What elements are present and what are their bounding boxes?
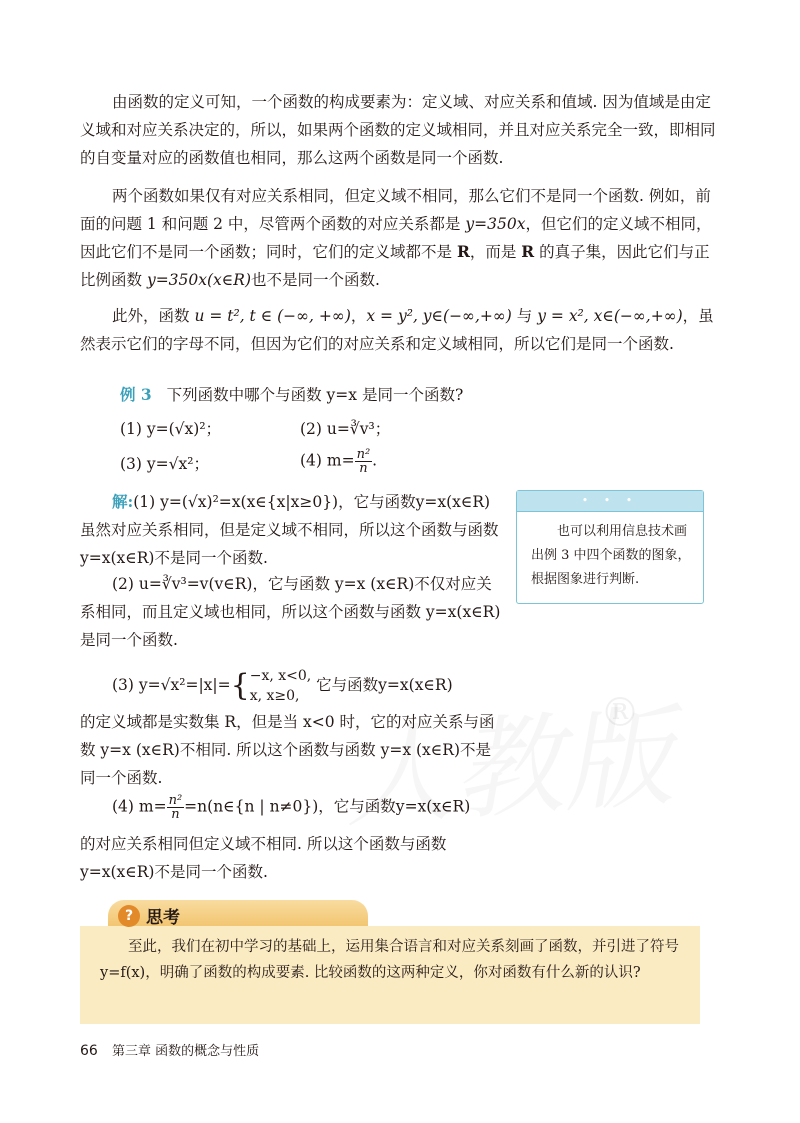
solution-label: 解: <box>112 492 134 511</box>
side-note-text: 也可以利用信息技术画出例 3 中四个函数的图象，根据图象进行判断. <box>531 524 691 587</box>
dots-icon: • • • <box>581 494 639 507</box>
side-note-header <box>517 491 703 512</box>
solution-part-4-formula: (4) m= $\frac{\text{n²}}{n}$ =n(n∈{n | n≠0})，它与函数y=x(x∈R) <box>112 793 471 822</box>
question-mark-icon: ? <box>118 905 140 927</box>
solution-part-4-text: 的对应关系相同但定义域不相同. 所以这个函数与函数y=x(x∈R)不是同一个函数. <box>80 835 447 881</box>
piecewise-cases: −x, x<0, x, x≥0, <box>249 668 312 704</box>
think-text: 至此，我们在初中学习的基础上，运用集合语言和对应关系刻画了函数，并引进了符号 y=f(x)，明确了函数的构成要素. 比较函数的这两种定义，你对函数有什么新的认识? <box>100 939 679 981</box>
fraction: $\frac{\text{n²}}{n}$ <box>168 793 183 822</box>
example-option-1: (1) y=(√x)²； <box>120 420 222 438</box>
left-brace: { <box>230 668 250 703</box>
page-number: 66 <box>80 1043 98 1059</box>
example-option-3: (3) y=√x²； <box>120 455 209 473</box>
registered-mark: ® <box>600 690 640 736</box>
paragraph-definition-elements: 由函数的定义可知，一个函数的构成要素为：定义域、对应关系和值域. 因为值域是由定义域和对应关系决定的，所以，如果两个函数的定义域相同，并且对应关系完全一致，即相同的自变量对应的函数值也相同，那么这两个函数是同一个函数. <box>80 93 716 167</box>
think-box <box>80 900 700 1024</box>
example-option-4: (4) m= $\frac{\text{n²}}{n}$ . <box>300 447 378 476</box>
side-note <box>516 490 704 604</box>
example-label: 例 3 <box>120 385 152 404</box>
fraction: $\frac{\text{n²}}{n}$ <box>356 447 371 476</box>
paragraph-same-function-letters: 此外，函数 u = t², t ∈ (−∞, +∞)，x = y², y∈(−∞,+∞) 与 y = x², x∈(−∞,+∞)，虽然表示它们的字母不同，但因为它们的对应关系和定义域相同，所以它们是同一个函数. <box>80 307 714 353</box>
solution-part-3-text: 的定义域都是实数集 R，但是当 x<0 时，它的对应关系与函数 y=x (x∈R)不相同. 所以这个函数与函数 y=x (x∈R)不是同一个函数. <box>80 713 495 787</box>
think-title: 思考 <box>146 908 180 928</box>
solution-part-1: 解:(1) y=(√x)²=x(x∈{x|x≥0})，它与函数y=x(x∈R)虽然对应关系相同，但是定义域不相同，所以这个函数与函数 y=x(x∈R)不是同一个函数. <box>80 492 499 567</box>
solution-part-2: (2) u=∛v³=v(v∈R)，它与函数 y=x (x∈R)不仅对应关系相同，而且定义域也相同，所以这个函数与函数 y=x(x∈R) 是同一个函数. <box>80 575 501 649</box>
example-option-2: (2) u=∛v³； <box>300 420 391 438</box>
chapter-title: 第三章 函数的概念与性质 <box>111 1044 260 1059</box>
page-footer <box>80 1040 259 1059</box>
example-3-question: 例 3 下列函数中哪个与函数 y=x 是同一个函数? <box>120 385 464 404</box>
paragraph-domain-difference: 两个函数如果仅有对应关系相同，但定义域不相同，那么它们不是同一个函数. 例如，前面的问题 1 和问题 2 中，尽管两个函数的对应关系都是 y=350x，但它们的定义域不相同，因此它们不是同一个函数；同时，它们的定义域都不是 R，而是 R 的真子集，因此它们与正比例函数 y=350x(x∈R)也不是同一个函数. <box>80 187 712 289</box>
solution-part-3-formula: (3) y=√x²=|x|={ −x, x<0, x, x≥0, 它与函数y=x(x∈R) <box>112 668 453 704</box>
